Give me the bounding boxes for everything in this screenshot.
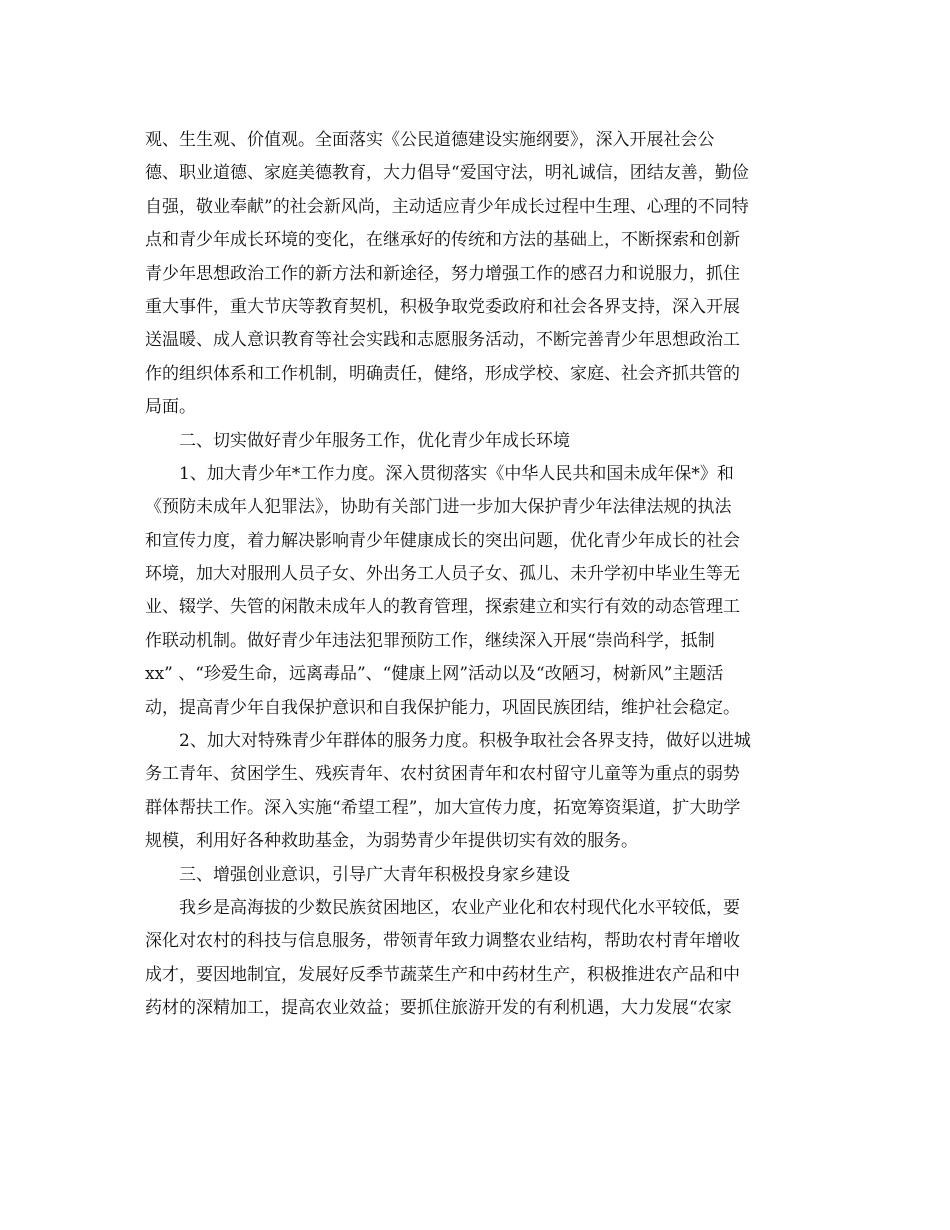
text-line: 送温暖、成人意识教育等社会实践和志愿服务活动，不断完善青少年思想政治工 xyxy=(145,330,740,351)
text-line: 成才，要因地制宜，发展好反季节蔬菜生产和中药材生产，积极推进农产品和中 xyxy=(145,964,740,985)
text-line: 群体帮扶工作。深入实施“希望工程”，加大宣传力度，拓宽筹资渠道，扩大助学 xyxy=(145,797,741,818)
text-line: 局面。 xyxy=(145,397,196,418)
text-line: 2、加大对特殊青少年群体的服务力度。积极争取社会各界支持，做好以进城 xyxy=(179,731,751,752)
text-line: 青少年思想政治工作的新方法和新途径，努力增强工作的感召力和说服力，抓住 xyxy=(145,263,740,284)
text-line: 三、增强创业意识，引导广大青年积极投身家乡建设 xyxy=(179,864,570,885)
text-line: 《预防未成年人犯罪法》，协助有关部门进一步加大保护青少年法律法规的执法 xyxy=(145,497,732,518)
text-line: 德、职业道德、家庭美德教育，大力倡导“爱国守法，明礼诚信，团结友善，勤俭 xyxy=(145,163,749,184)
text-line: 重大事件，重大节庆等教育契机，积极争取党委政府和社会各界支持，深入开展 xyxy=(145,296,740,317)
text-line: 1、加大青少年*工作力度。深入贯彻落实《中华人民共和国未成年保*》和 xyxy=(179,463,734,484)
text-line: 和宣传力度，着力解决影响青少年健康成长的突出问题，优化青少年成长的社会 xyxy=(145,530,740,551)
text-line: 深化对农村的科技与信息服务，带领青年致力调整农业结构，帮助农村青年增收 xyxy=(145,931,740,952)
text-line: 环境，加大对服刑人员子女、外出务工人员子女、孤儿、未升学初中毕业生等无 xyxy=(145,564,740,585)
text-line: 规模，利用好各种救助基金，为弱势青少年提供切实有效的服务。 xyxy=(145,831,638,852)
text-line: 自强，敬业奉献”的社会新风尚，主动适应青少年成长过程中生理、心理的不同特 xyxy=(145,196,749,217)
text-line: 业、辍学、失管的闲散未成年人的教育管理，探索建立和实行有效的动态管理工 xyxy=(145,597,740,618)
text-line: 二、切实做好青少年服务工作，优化青少年成长环境 xyxy=(179,430,570,451)
text-line: 观、生生观、价值观。全面落实《公民道德建设实施纲要》，深入开展社会公 xyxy=(145,130,715,150)
text-line: 作的组织体系和工作机制，明确责任，健络，形成学校、家庭、社会齐抓共管的 xyxy=(145,363,740,384)
text-line: 点和青少年成长环境的变化，在继承好的传统和方法的基础上，不断探索和创新 xyxy=(145,230,740,251)
text-line: 作联动机制。做好青少年违法犯罪预防工作，继续深入开展“崇尚科学，抵制 xyxy=(145,630,715,651)
text-line: 我乡是高海拔的少数民族贫困地区，农业产业化和农村现代化水平较低，要 xyxy=(179,897,740,918)
document-body xyxy=(145,124,805,1026)
text-line: xx” 、“珍爱生命，远离毒品”、“健康上网”活动以及“改陋习，树新风”主题活 xyxy=(145,664,724,685)
text-line: 动，提高青少年自我保护意识和自我保护能力，巩固民族团结，维护社会稳定。 xyxy=(145,697,740,718)
text-line: 务工青年、贫困学生、残疾青年、农村贫困青年和农村留守儿童等为重点的弱势 xyxy=(145,764,740,785)
text-line: 药材的深精加工，提高农业效益；要抓住旅游开发的有利机遇，大力发展“农家 xyxy=(145,998,732,1019)
